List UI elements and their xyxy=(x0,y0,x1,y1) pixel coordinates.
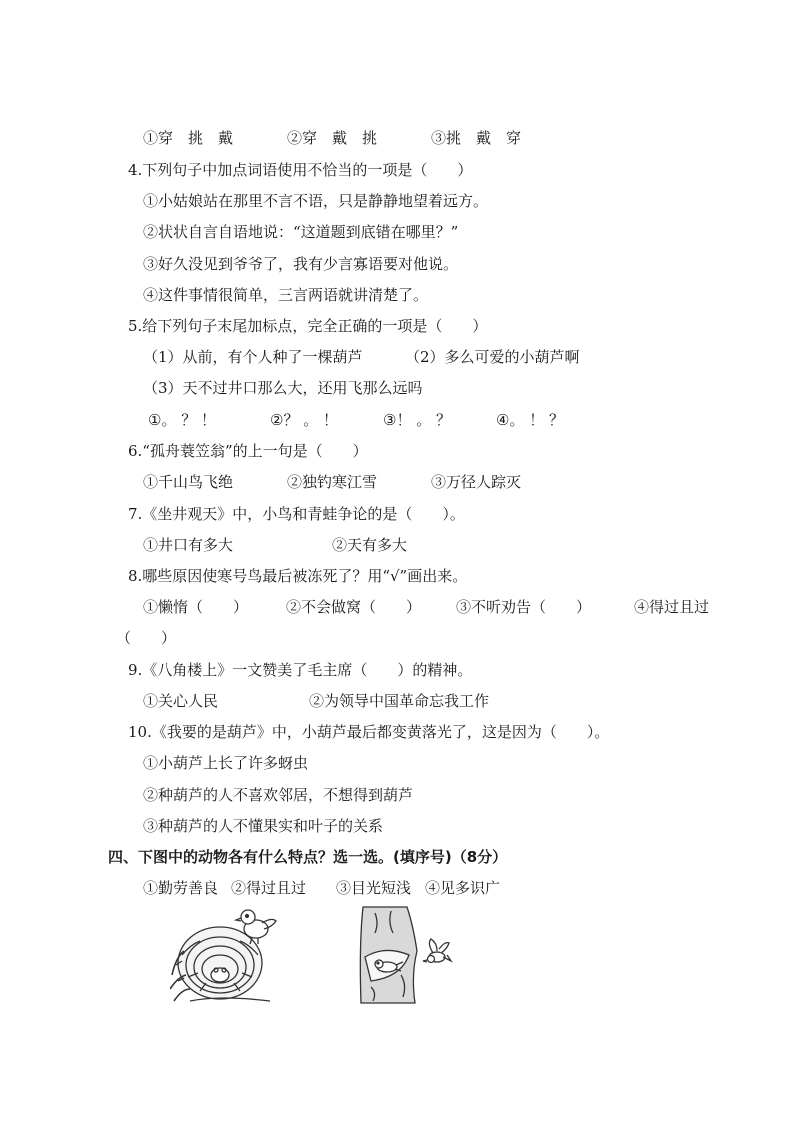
q10-stem: 10.《我要的是葫芦》中，小葫芦最后都变黄落光了，这是因为（ ）。 xyxy=(128,723,610,741)
q4-stem: 4.下列句子中加点词语使用不恰当的一项是（ ） xyxy=(128,161,473,179)
q9-option-2: ②为领导中国革命忘我工作 xyxy=(309,692,490,710)
q5-option-2: ②？ 。 ！ xyxy=(270,411,338,429)
q3-option-2: ②穿 戴 挑 xyxy=(287,129,378,147)
q8-option-1: ①懒惰（ ） xyxy=(143,598,249,616)
q7-option-1: ①井口有多大 xyxy=(143,536,234,554)
q4-option-3: ③好久没见到爷爷了，我有少言寡语要对他说。 xyxy=(143,255,459,273)
q4-option-2: ②状状自言自语地说：“这道题到底错在哪里？” xyxy=(143,223,459,241)
q8-option-4-blank: （ ） xyxy=(116,629,177,647)
q5-option-4: ④。 ！ ？ xyxy=(496,411,564,429)
q5-sentence-1: （1）从前，有个人种了一棵葫芦 xyxy=(143,348,363,366)
q8-stem: 8.哪些原因使寒号鸟最后被冻死了？用“√”画出来。 xyxy=(128,567,468,585)
section4-heading: 四、下图中的动物各有什么特点？选一选。(填序号)（8分） xyxy=(108,848,508,866)
q3-option-3: ③挑 戴 穿 xyxy=(431,129,522,147)
section4-option-1: ①勤劳善良 xyxy=(143,879,219,897)
q6-option-1: ①千山鸟飞绝 xyxy=(143,473,234,491)
q8-option-4: ④得过且过 xyxy=(634,598,710,616)
q9-option-1: ①关心人民 xyxy=(143,692,219,710)
q10-option-2: ②种葫芦的人不喜欢邻居，不想得到葫芦 xyxy=(143,786,414,804)
q8-option-2: ②不会做窝（ ） xyxy=(286,598,422,616)
q5-option-3: ③！ 。 ？ xyxy=(383,411,451,429)
section4-option-2: ②得过且过 xyxy=(231,879,307,897)
q6-stem: 6.“孤舟蓑笠翁”的上一句是（ ） xyxy=(128,442,368,460)
q3-option-1: ①穿 挑 戴 xyxy=(143,129,234,147)
q4-option-4: ④这件事情很简单，三言两语就讲清楚了。 xyxy=(143,286,429,304)
section4-option-4: ④见多识广 xyxy=(425,879,501,897)
q10-option-3: ③种葫芦的人不懂果实和叶子的关系 xyxy=(143,817,384,835)
q8-option-3: ③不听劝告（ ） xyxy=(456,598,592,616)
q5-option-1: ①。 ？ ！ xyxy=(148,411,216,429)
q7-stem: 7.《坐井观天》中，小鸟和青蛙争论的是（ ）。 xyxy=(128,505,465,523)
q5-stem: 5.给下列句子末尾加标点，完全正确的一项是（ ） xyxy=(128,317,488,335)
q7-option-2: ②天有多大 xyxy=(332,536,408,554)
q10-option-1: ①小葫芦上长了许多蚜虫 xyxy=(143,754,309,772)
section4-option-3: ③目光短浅 xyxy=(336,879,412,897)
bird-in-crevice-illustration xyxy=(355,905,455,1005)
q6-option-3: ③万径人踪灭 xyxy=(431,473,522,491)
frog-in-well-illustration xyxy=(170,905,280,1005)
q4-option-1: ①小姑娘站在那里不言不语，只是静静地望着远方。 xyxy=(143,192,489,210)
q6-option-2: ②独钓寒江雪 xyxy=(287,473,378,491)
q5-sentence-3: （3）天不过井口那么大，还用飞那么远吗 xyxy=(143,379,423,397)
q9-stem: 9.《八角楼上》一文赞美了毛主席（ ）的精神。 xyxy=(128,661,473,679)
q5-sentence-2: （2）多么可爱的小葫芦啊 xyxy=(405,348,580,366)
